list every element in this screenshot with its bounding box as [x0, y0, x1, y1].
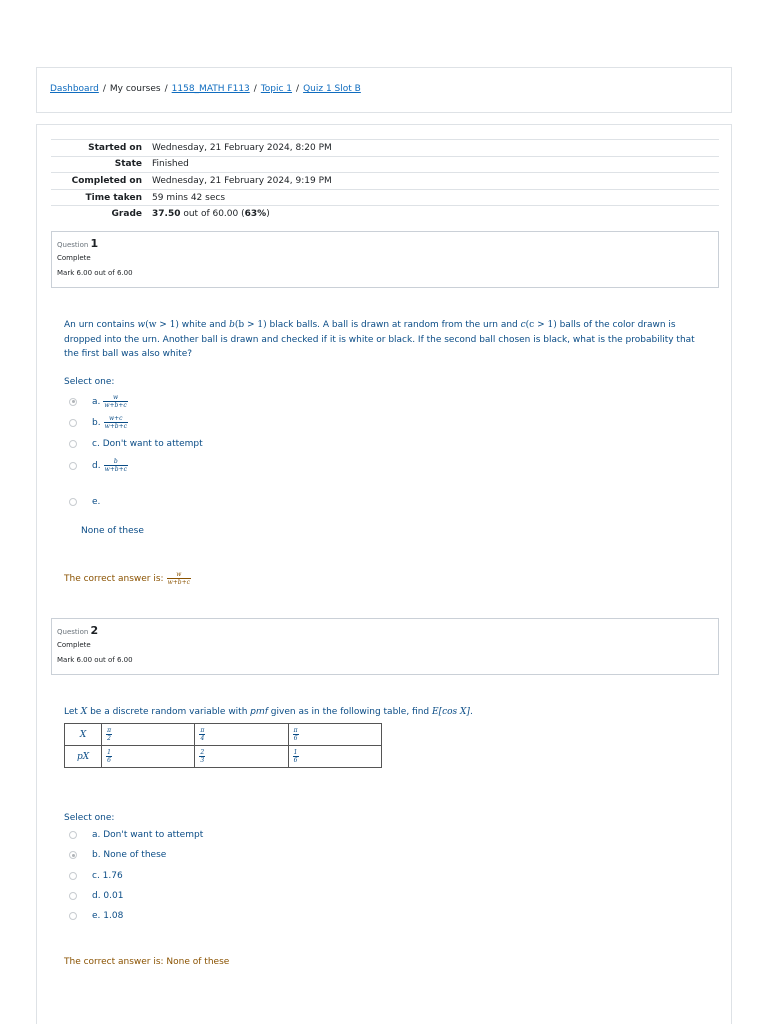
question-text: . — [469, 707, 473, 717]
fraction — [104, 458, 128, 473]
option-label: b. None of these — [92, 850, 167, 860]
summary-value: 59 mins 42 secs — [152, 192, 226, 203]
question-2-text — [64, 705, 704, 720]
table-cell — [102, 724, 195, 746]
q2-option-e[interactable] — [69, 911, 123, 921]
option-letter: c. — [92, 439, 100, 449]
fraction — [167, 571, 191, 586]
pmf-table — [64, 723, 382, 768]
summary-label: Started on — [88, 142, 142, 153]
question-number-value: 2 — [90, 624, 99, 637]
fraction-numerator: w — [176, 571, 182, 578]
summary-row-started — [51, 140, 719, 157]
breadcrumb-separator: / — [102, 84, 106, 94]
fraction — [106, 749, 112, 764]
question-number — [57, 624, 713, 637]
table-row — [65, 746, 382, 768]
fraction — [293, 749, 299, 764]
fraction — [103, 394, 127, 409]
q1-option-e-label: None of these — [81, 526, 144, 536]
breadcrumb-dashboard-link[interactable]: Dashboard — [50, 84, 99, 94]
summary-value — [148, 206, 719, 223]
option-letter: e. — [92, 497, 101, 507]
option-letter: d. — [92, 460, 101, 471]
fraction-denominator: w+b+c — [104, 423, 127, 430]
q2-option-c[interactable] — [69, 871, 123, 881]
q2-option-d[interactable] — [69, 891, 123, 901]
pmf-term: pmf — [250, 707, 268, 717]
fraction-denominator: 2 — [107, 735, 111, 742]
fraction-denominator: 6 — [293, 735, 298, 742]
summary-value: Finished — [152, 159, 189, 170]
breadcrumb — [50, 84, 361, 94]
question-label: Question — [57, 241, 89, 249]
quiz-review-card — [36, 124, 732, 1024]
q2-option-b[interactable] — [69, 850, 166, 860]
correct-answer-label: The correct answer is: — [64, 573, 164, 584]
fraction-numerator: 1 — [293, 749, 298, 756]
radio-button[interactable] — [69, 831, 77, 839]
breadcrumb-separator: / — [164, 84, 168, 94]
q2-option-a[interactable] — [69, 830, 203, 840]
fraction — [199, 749, 205, 764]
breadcrumb-topic-link[interactable]: Topic 1 — [260, 84, 293, 94]
fraction-denominator: 6 — [107, 757, 111, 764]
fraction-numerator: 2 — [200, 749, 205, 756]
table-cell — [195, 724, 288, 746]
question-text: balls of the color drawn is dropped into the urn. Another ball is drawn and checked if it is white or black. If the second ball chosen is black, what is the probability that the first ball was also white? — [64, 320, 695, 359]
question-text: Let — [64, 707, 81, 717]
summary-row-grade — [51, 206, 719, 223]
question-text: given as in the following table, find — [267, 707, 432, 717]
question-grade: Mark 6.00 out of 6.00 — [57, 269, 133, 277]
q1-option-c[interactable] — [69, 439, 203, 449]
fraction-numerator: π — [293, 727, 298, 734]
math-expr: (b > 1) — [234, 320, 267, 330]
math-expr: (c > 1) — [525, 320, 557, 330]
fraction-numerator: π — [200, 727, 205, 734]
radio-button[interactable] — [69, 440, 77, 448]
summary-row-time — [51, 189, 719, 206]
radio-button[interactable] — [69, 851, 77, 859]
q2-correct-answer: The correct answer is: None of these — [64, 957, 230, 967]
question-state: Complete — [57, 254, 91, 262]
fraction-numerator: π — [107, 727, 112, 734]
math-var: b — [229, 320, 235, 330]
fraction-numerator: w — [113, 394, 119, 401]
question-text: An urn contains — [64, 320, 138, 330]
breadcrumb-quiz-link[interactable]: Quiz 1 Slot B — [303, 84, 361, 94]
option-letter: b. — [92, 417, 101, 428]
question-text: white and — [178, 320, 230, 330]
question-text: be a discrete random variable with — [87, 707, 251, 717]
radio-button[interactable] — [69, 398, 77, 406]
table-cell — [288, 746, 381, 768]
question-state: Complete — [57, 641, 91, 649]
option-label: Don't want to attempt — [102, 439, 203, 449]
select-one-prompt: Select one: — [64, 377, 115, 387]
option-label: c. 1.76 — [92, 871, 123, 881]
table-cell — [288, 724, 381, 746]
table-cell — [102, 746, 195, 768]
table-header-cell: X — [65, 724, 102, 746]
summary-row-completed — [51, 173, 719, 190]
fraction — [199, 727, 205, 742]
radio-button[interactable] — [69, 892, 77, 900]
fraction-numerator: b — [113, 458, 118, 465]
question-label: Question — [57, 628, 89, 636]
summary-label: Grade — [111, 209, 142, 220]
grade-paren: ) — [266, 209, 270, 220]
math-expr: (w > 1) — [145, 320, 179, 330]
table-row — [65, 724, 382, 746]
q1-option-a[interactable] — [69, 394, 128, 409]
question-1-info — [51, 231, 719, 288]
radio-button[interactable] — [69, 419, 77, 427]
grade-paren: ( — [241, 209, 245, 220]
summary-value: Wednesday, 21 February 2024, 8:20 PM — [152, 142, 332, 153]
fraction — [106, 727, 112, 742]
summary-label: Completed on — [71, 175, 142, 186]
grade-percent: 63% — [244, 209, 267, 220]
grade-score: 37.50 — [152, 209, 181, 220]
option-letter: a. — [92, 396, 101, 407]
table-cell — [195, 746, 288, 768]
breadcrumb-card — [36, 67, 732, 113]
fraction-denominator: 3 — [200, 757, 205, 764]
q1-option-e[interactable] — [69, 497, 100, 507]
option-label: d. 0.01 — [92, 891, 124, 901]
summary-row-state — [51, 156, 719, 173]
summary-label: State — [114, 159, 142, 170]
fraction-denominator: w+b+c — [167, 579, 190, 586]
q1-option-d[interactable] — [69, 458, 128, 473]
summary-label: Time taken — [85, 192, 142, 203]
question-text: black balls. A ball is drawn at random from the urn and — [266, 320, 521, 330]
question-number-value: 1 — [90, 237, 99, 250]
fraction-denominator: 4 — [200, 735, 205, 742]
fraction-numerator: w+c — [109, 415, 123, 422]
fraction-denominator: w+b+c — [104, 466, 127, 473]
radio-button[interactable] — [69, 872, 77, 880]
attempt-summary-table — [51, 139, 719, 222]
select-one-prompt: Select one: — [64, 813, 115, 823]
grade-out-of: out of 60.00 — [183, 209, 239, 220]
breadcrumb-separator: / — [253, 84, 257, 94]
math-var: c — [520, 320, 526, 330]
radio-button[interactable] — [69, 462, 77, 470]
option-label: a. Don't want to attempt — [92, 830, 204, 840]
breadcrumb-my-courses: My courses — [109, 84, 161, 94]
question-1-text — [64, 318, 704, 362]
fraction — [293, 727, 299, 742]
q1-option-b[interactable] — [69, 415, 128, 430]
radio-button[interactable] — [69, 912, 77, 920]
fraction — [104, 415, 128, 430]
option-label: e. 1.08 — [92, 911, 124, 921]
breadcrumb-separator: / — [296, 84, 300, 94]
table-header-cell: pX — [65, 746, 102, 768]
question-grade: Mark 6.00 out of 6.00 — [57, 656, 133, 664]
fraction-denominator: 6 — [293, 757, 298, 764]
question-2-info — [51, 618, 719, 675]
radio-button[interactable] — [69, 498, 77, 506]
math-var: w — [137, 320, 146, 330]
breadcrumb-course-link[interactable]: 1158_MATH F113 — [171, 84, 250, 94]
fraction-numerator: 1 — [107, 749, 111, 756]
summary-value: Wednesday, 21 February 2024, 9:19 PM — [152, 175, 332, 186]
q1-correct-answer — [64, 571, 191, 586]
math-var: X — [80, 707, 88, 717]
question-number — [57, 237, 713, 250]
fraction-denominator: w+b+c — [104, 402, 127, 409]
math-expr: E[cos X] — [432, 707, 470, 717]
